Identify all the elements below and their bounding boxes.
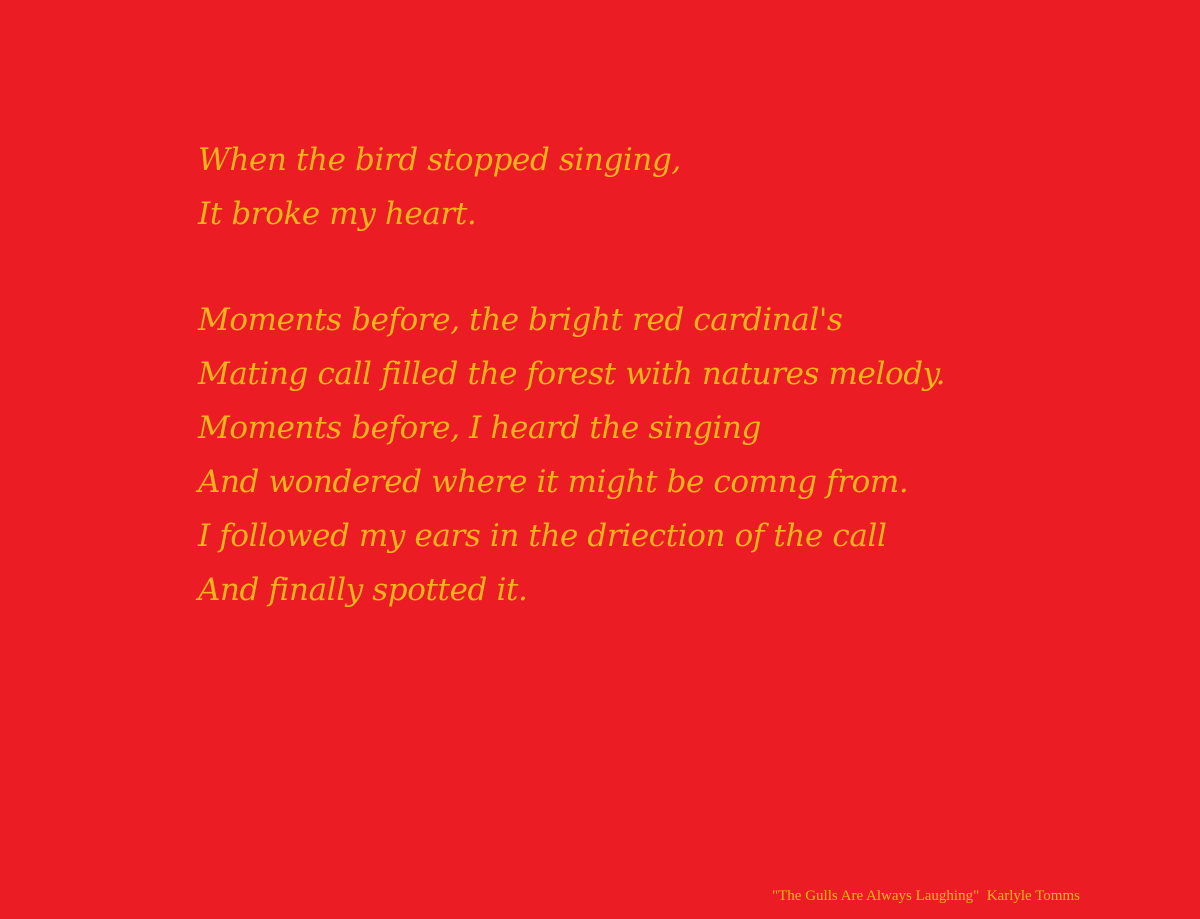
poem-stanza bbox=[198, 293, 958, 617]
poem-stanza bbox=[198, 133, 958, 241]
poem-line: And wondered where it might be comng from. bbox=[198, 464, 909, 500]
footer-credit bbox=[772, 886, 1080, 906]
poem-line: And finally spotted it. bbox=[198, 572, 528, 608]
poem-line: I followed my ears in the driection of the call bbox=[198, 518, 887, 554]
book-title: "The Gulls Are Always Laughing" bbox=[772, 888, 980, 904]
poem-line: Moments before, I heard the singing bbox=[198, 410, 761, 446]
poem-line: Moments before, the bright red cardinal's bbox=[198, 302, 843, 338]
poem-line: Mating call filled the forest with natures melody. bbox=[198, 356, 946, 392]
poem-body bbox=[198, 133, 958, 669]
author-name: Karlyle Tomms bbox=[986, 888, 1080, 904]
poem-line: It broke my heart. bbox=[198, 196, 477, 232]
poem-line: When the bird stopped singing, bbox=[198, 142, 681, 178]
